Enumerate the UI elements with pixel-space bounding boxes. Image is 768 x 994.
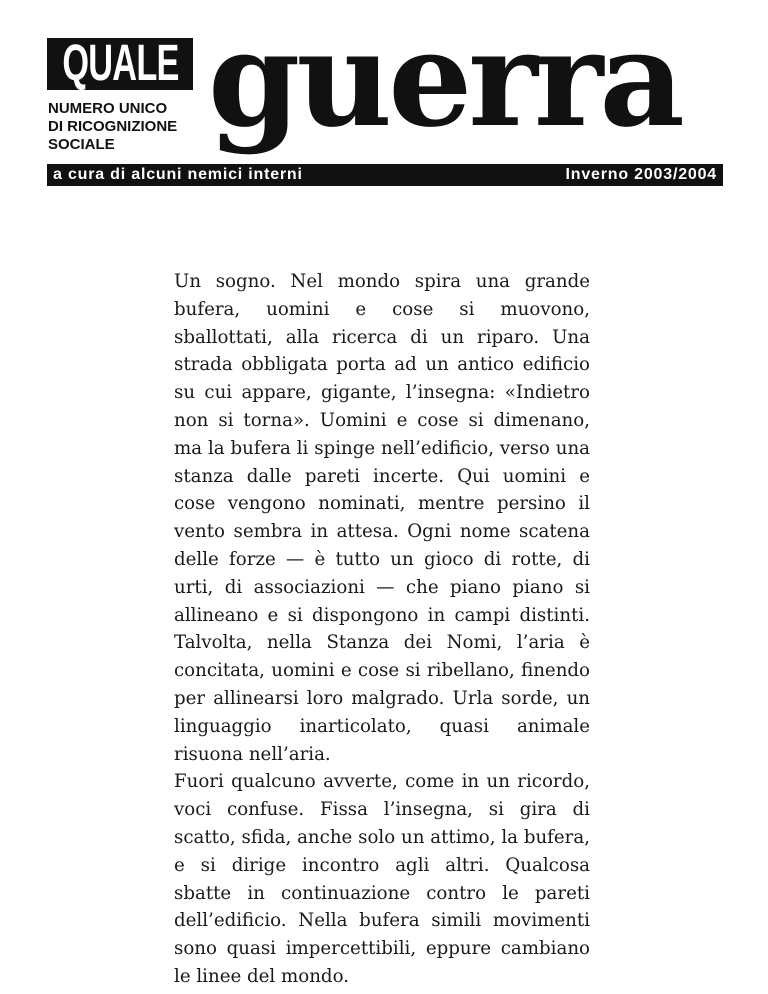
article-paragraph: Un sogno. Nel mondo spira una grande bufera, uomini e cose si muovono, sballottati, alla ricerca di un riparo. Una strada obbligata porta ad un antico edificio su cui appare, gigante, l’insegna: «Indietro non si torna». Uomini e cose si dimenano, ma la bufera li spinge nell’edificio, verso una stanza dalle pareti incerte. Qui uomini e cose vengono nominati, mentre persino il vento sembra in attesa. Ogni nome scatena delle forze — è tutto un gioco di rotte, di urti, di associazioni — che piano piano si allineano e si dispongono in campi distinti. Talvolta, nella Stanza dei Nomi, l’aria è concitata, uomini e cose si ribellano, finendo per allinearsi loro malgrado. Urla sorde, un linguaggio inarticolato, quasi animale risuona nell’aria.	[174, 271, 590, 765]
masthead-title-text: guerra	[208, 2, 681, 157]
subtitle-line: NUMERO UNICO	[48, 100, 168, 117]
masthead-bar	[47, 164, 723, 186]
bar-editors-text: a cura di alcuni nemici interni	[53, 166, 303, 183]
quale-logo-text: QUALE	[61, 35, 179, 92]
bar-issue-date: Inverno 2003/2004	[565, 166, 717, 183]
quale-logo-box	[47, 35, 193, 92]
subtitle	[48, 100, 218, 154]
subtitle-line: SOCIALE	[48, 136, 115, 153]
masthead	[0, 0, 768, 200]
article-paragraph: Fuori qualcuno avverte, come in un ricordo, voci confuse. Fissa l’insegna, si gira di scatto, sfida, anche solo un attimo, la bufera, e si dirige incontro agli altri. Qualcosa sbatte in continuazione contro le pareti dell’edificio. Nella bufera simili movimenti sono quasi impercettibili, eppure cambiano le linee del mondo.	[174, 771, 590, 987]
masthead-title	[208, 2, 681, 157]
article-body	[174, 268, 590, 991]
subtitle-line: DI RICOGNIZIONE	[48, 118, 178, 135]
